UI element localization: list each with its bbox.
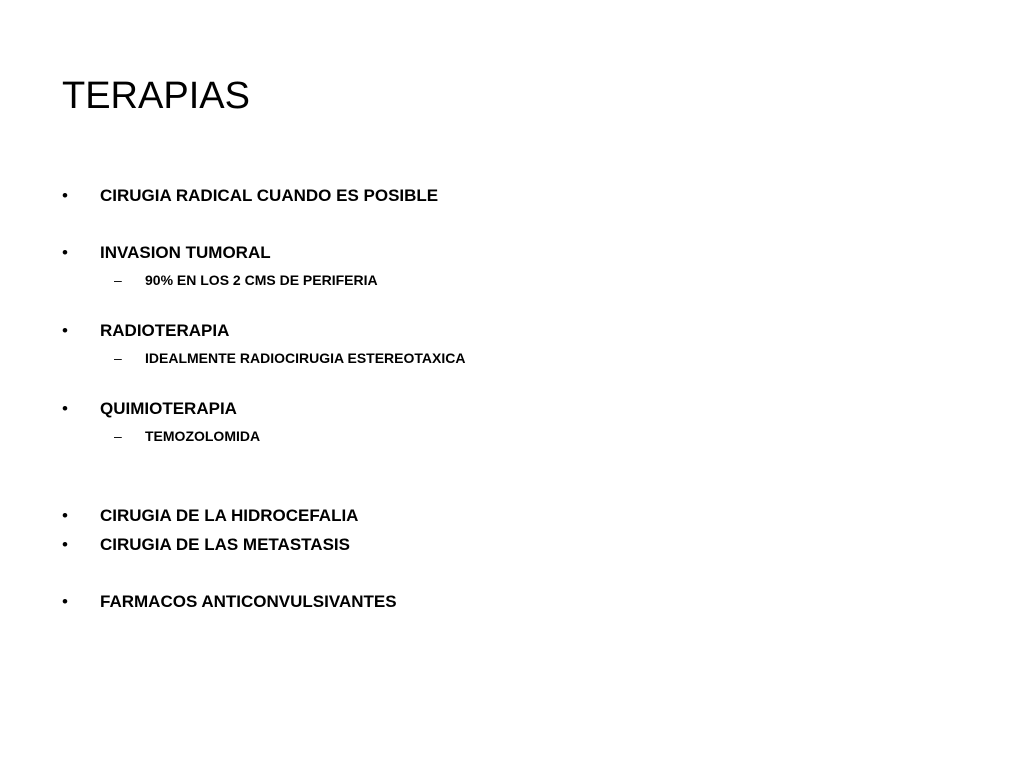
bullet-mark: •	[62, 592, 68, 611]
sub-bullet-text: TEMOZOLOMIDA	[145, 428, 261, 444]
sub-bullet-mark: –	[114, 272, 122, 288]
bullet-text: FARMACOS ANTICONVULSIVANTES	[100, 592, 397, 611]
bullet-mark: •	[62, 186, 68, 205]
bullet-text: CIRUGIA RADICAL CUANDO ES POSIBLE	[100, 186, 439, 205]
bullet-mark: •	[62, 243, 68, 262]
sub-bullet-mark: –	[114, 350, 122, 366]
bullet-text: CIRUGIA DE LA HIDROCEFALIA	[100, 506, 359, 525]
sub-bullet-text: 90% EN LOS 2 CMS DE PERIFERIA	[145, 272, 378, 288]
bullet-mark: •	[62, 399, 68, 418]
bullet-mark: •	[62, 535, 68, 554]
bullet-mark: •	[62, 506, 68, 525]
bullet-text: CIRUGIA DE LAS METASTASIS	[100, 535, 350, 554]
sub-bullet-mark: –	[114, 428, 122, 444]
bullet-text: INVASION TUMORAL	[100, 243, 271, 262]
sub-bullet-text: IDEALMENTE RADIOCIRUGIA ESTEREOTAXICA	[145, 350, 466, 366]
bullet-mark: •	[62, 321, 68, 340]
bullet-text: RADIOTERAPIA	[100, 321, 230, 340]
slide-title: TERAPIAS	[62, 75, 250, 117]
bullet-text: QUIMIOTERAPIA	[100, 399, 237, 418]
